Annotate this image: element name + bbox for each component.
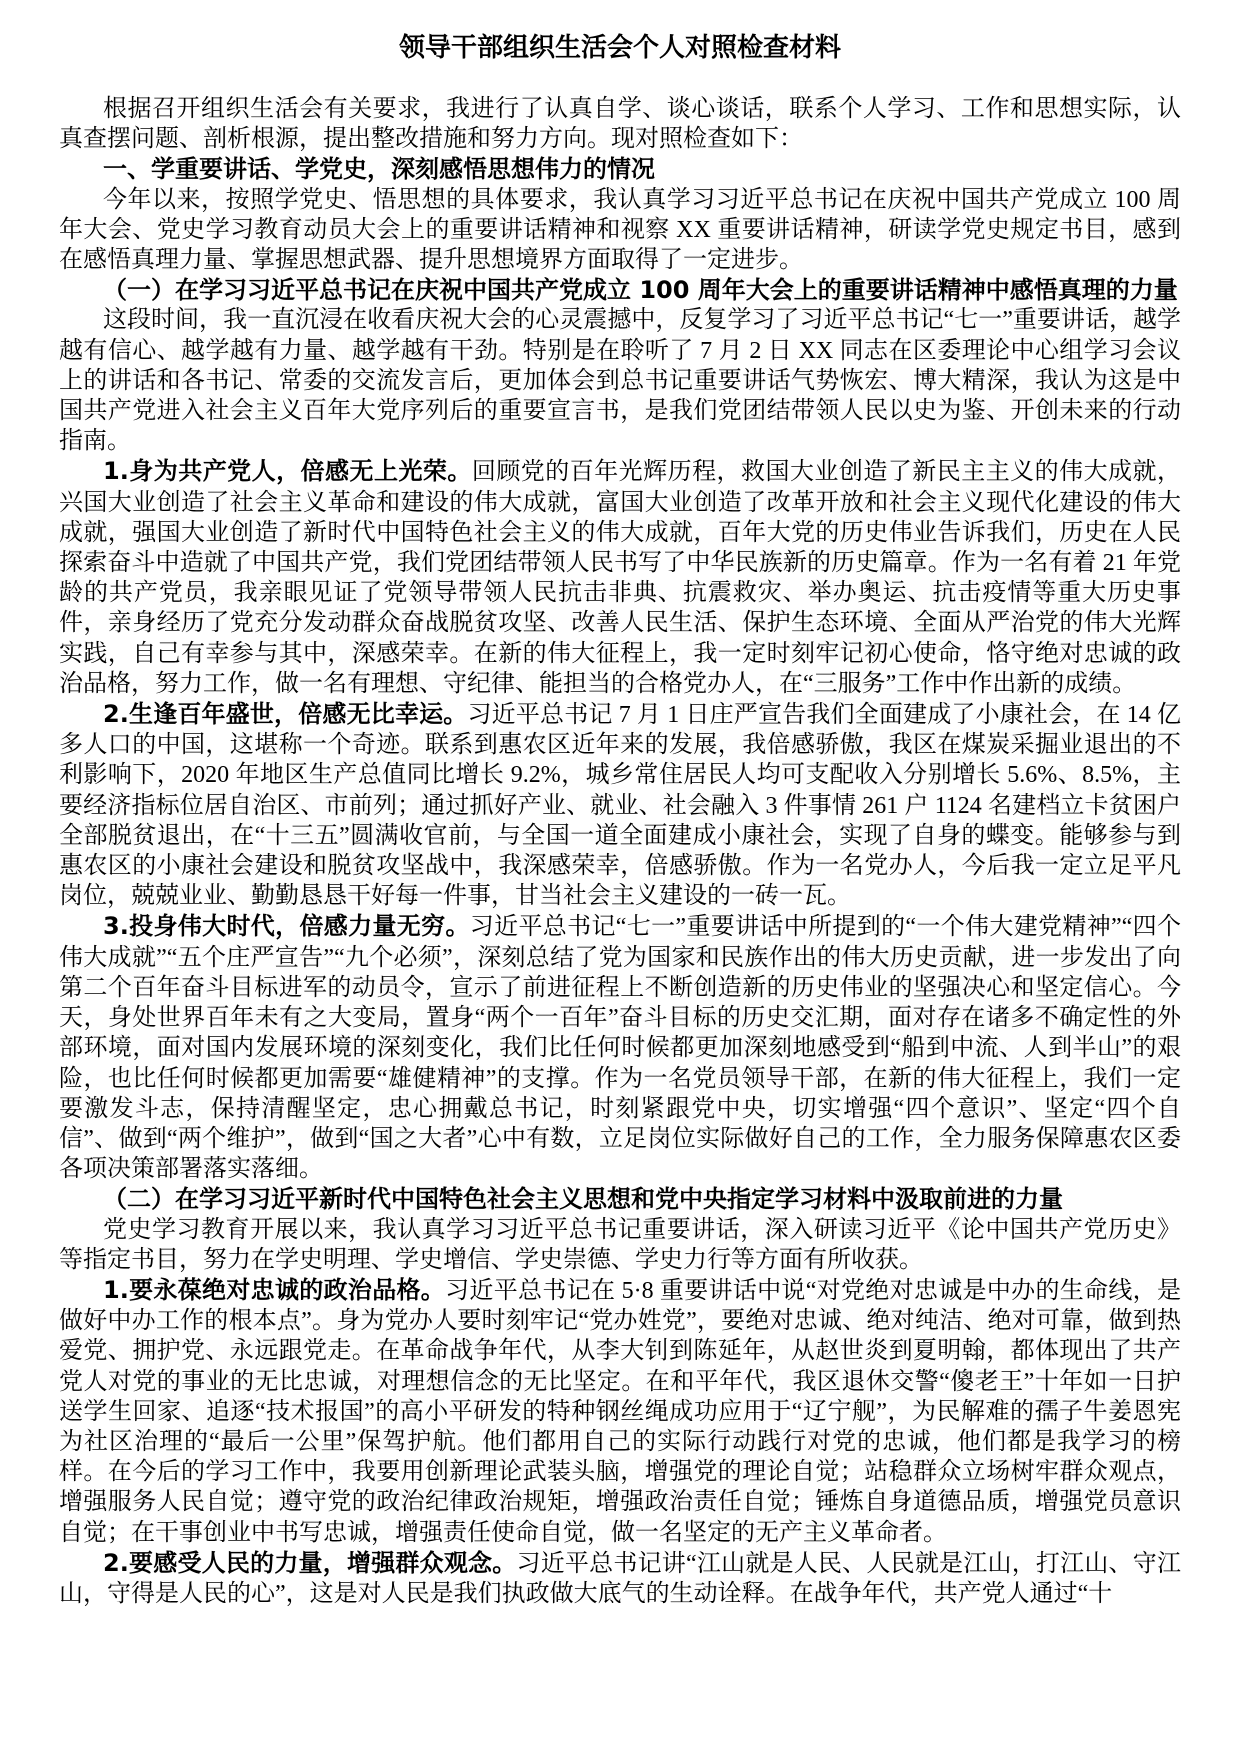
subsection-1-2-heading: （二）在学习习近平新时代中国特色社会主义思想和党中央指定学习材料中汲取前进的力量 [103, 1185, 1063, 1214]
point-1-paragraph [59, 456, 1181, 699]
document-title-text: 领导干部组织生活会个人对照检查材料 [398, 33, 841, 63]
document-title [59, 33, 1181, 63]
point-2-2-lead: 2.要感受人民的力量，增强群众观念。 [103, 1548, 517, 1577]
subsection-1-1-paragraph: 这段时间，我一直沉浸在收看庆祝大会的心灵震撼中，反复学习了习近平总书记“七一”重要讲话，越学越有信心、越学越有力量、越学越有干劲。特别是在聆听了 7 月 2 日 XX 同志在区委理论中心组学习会议上的讲话和各书记、常委的交流发言后，更加体会到总书记重要讲话气势恢宏、博大精深，我认为这是中国共产党进入社会主义百年大党序列后的重要宣言书，是我们党团结带领人民以史为鉴、开创未来的行动指南。 [59, 307, 1181, 455]
subsection-1-1-heading: （一）在学习习近平总书记在庆祝中国共产党成立 100 周年大会上的重要讲话精神中感悟真理的力量 [103, 276, 1178, 305]
point-2-paragraph [59, 699, 1181, 911]
point-2-lead: 2.生逢百年盛世，倍感无比幸运。 [103, 700, 468, 729]
section-1-intro-paragraph: 今年以来，按照学党史、悟思想的具体要求，我认真学习习近平总书记在庆祝中国共产党成立 100 周年大会、党史学习教育动员大会上的重要讲话精神和视察 XX 重要讲话精神，研读学党史规定书目，感到在感悟真理力量、掌握思想武器、提升思想境界方面取得了一定进步。 [59, 186, 1181, 274]
point-2-2-text: 习近平总书记讲“江山就是人民、人民就是江山，打江山、守江山，守得是人民的心”，这是对人民是我们执政做大底气的生动诠释。在战争年代，共产党人通过“十 [59, 1550, 1181, 1607]
point-2-2-paragraph [59, 1548, 1181, 1609]
point-1-text: 回顾党的百年光辉历程，救国大业创造了新民主主义的伟大成就，兴国大业创造了社会主义革命和建设的伟大成就，富国大业创造了改革开放和社会主义现代化建设的伟大成就，强国大业创造了新时代中国特色社会主义的伟大成就，百年大党的历史伟业告诉我们，历史在人民探索奋斗中造就了中国共产党，我们党团结带领人民书写了中华民族新的历史篇章。作为一名有着 21 年党龄的共产党员，我亲眼见证了党领导带领人民抗击非典、抗震救灾、举办奥运、抗击疫情等重大历史事件，亲身经历了党充分发动群众奋战脱贫攻坚、改善人民生活、保护生态环境、全面从严治党的伟大光辉实践，自己有幸参与其中，深感荣幸。在新的伟大征程上，我一定时刻牢记初心使命，恪守绝对忠诚的政治品格，努力工作，做一名有理想、守纪律、能担当的合格党办人，在“三服务”工作中作出新的成绩。 [59, 459, 1181, 697]
intro-paragraph: 根据召开组织生活会有关要求，我进行了认真自学、谈心谈话，联系个人学习、工作和思想实际，认真查摆问题、剖析根源，提出整改措施和努力方向。现对照检查如下： [59, 96, 1181, 153]
point-3-text: 习近平总书记“七一”重要讲话中所提到的“一个伟大建党精神”“四个伟大成就”“五个庄严宣告”“九个必须”，深刻总结了党为国家和民族作出的伟大历史贡献，进一步发出了向第二个百年奋斗目标进军的动员令，宣示了前进征程上不断创造新的历史伟业的坚强决心和坚定信心。今天，身处世界百年未有之大变局，置身“两个一百年”奋斗目标的历史交汇期，面对存在诸多不确定性的外部环境，面对国内发展环境的深刻变化，我们比任何时候都更加深刻地感受到“船到中流、人到半山”的艰险，也比任何时候都更加需要“雄健精神”的支撑。作为一名党员领导干部，在新的伟大征程上，我们一定要激发斗志，保持清醒坚定，忠心拥戴总书记，时刻紧跟党中央，切实增强“四个意识”、坚定“四个自信”、做到“两个维护”，做到“国之大者”心中有数，立足岗位实际做好自己的工作，全力服务保障惠农区委各项决策部署落实落细。 [59, 914, 1181, 1183]
subsection-1-2-paragraph: 党史学习教育开展以来，我认真学习习近平总书记重要讲话，深入研读习近平《论中国共产党历史》等指定书目，努力在学史明理、学史增信、学史崇德、学史力行等方面有所收获。 [59, 1216, 1181, 1273]
section-1-heading: 一、学重要讲话、学党史，深刻感悟思想伟力的情况 [103, 155, 655, 184]
point-3-lead: 3.投身伟大时代，倍感力量无穷。 [103, 912, 470, 941]
point-2-1-lead: 1.要永葆绝对忠诚的政治品格。 [103, 1275, 446, 1304]
point-1-lead: 1.身为共产党人，倍感无上光荣。 [103, 457, 472, 486]
point-3-paragraph [59, 911, 1181, 1184]
point-2-text: 习近平总书记 7 月 1 日庄严宣告我们全面建成了小康社会，在 14 亿多人口的中国，这堪称一个奇迹。联系到惠农区近年来的发展，我倍感骄傲，我区在煤炭采掘业退出的不利影响下，2020 年地区生产总值同比增长 9.2%，城乡常住居民人均可支配收入分别增长 5.6%、8.5%，主要经济指标位居自治区、市前列；通过抓好产业、就业、社会融入 3 件事情 261 户 1124 名建档立卡贫困户全部脱贫退出，在“十三五”圆满收官前，与全国一道全面建成小康社会，实现了自身的蝶变。能够参与到惠农区的小康社会建设和脱贫攻坚战中，我深感荣幸，倍感骄傲。作为一名党办人，今后我一定立足平凡岗位，兢兢业业、勤勤恳恳干好每一件事，甘当社会主义建设的一砖一瓦。 [59, 702, 1181, 910]
point-2-1-text: 习近平总书记在 5·8 重要讲话中说“对党绝对忠诚是中办的生命线，是做好中办工作的根本点”。身为党办人要时刻牢记“党办姓党”，要绝对忠诚、绝对纯洁、绝对可靠，做到热爱党、拥护党、永远跟党走。在革命战争年代，从李大钊到陈延年，从赵世炎到夏明翰，都体现出了共产党人对党的事业的无比忠诚，对理想信念的无比坚定。在和平年代，我区退休交警“傻老王”十年如一日护送学生回家、追逐“技术报国”的高小平研发的特种钢丝绳成功应用于“辽宁舰”，为民解难的孺子牛姜恩宪为社区治理的“最后一公里”保驾护航。他们都用自己的实际行动践行对党的忠诚，他们都是我学习的榜样。在今后的学习工作中，我要用创新理论武装头脑，增强党的理论自觉；站稳群众立场树牢群众观点，增强服务人民自觉；遵守党的政治纪律政治规矩，增强政治责任自觉；锤炼自身道德品质，增强党员意识自觉；在干事创业中书写忠诚，增强责任使命自觉，做一名坚定的无产主义革命者。 [59, 1277, 1181, 1546]
point-2-1-paragraph [59, 1275, 1181, 1548]
